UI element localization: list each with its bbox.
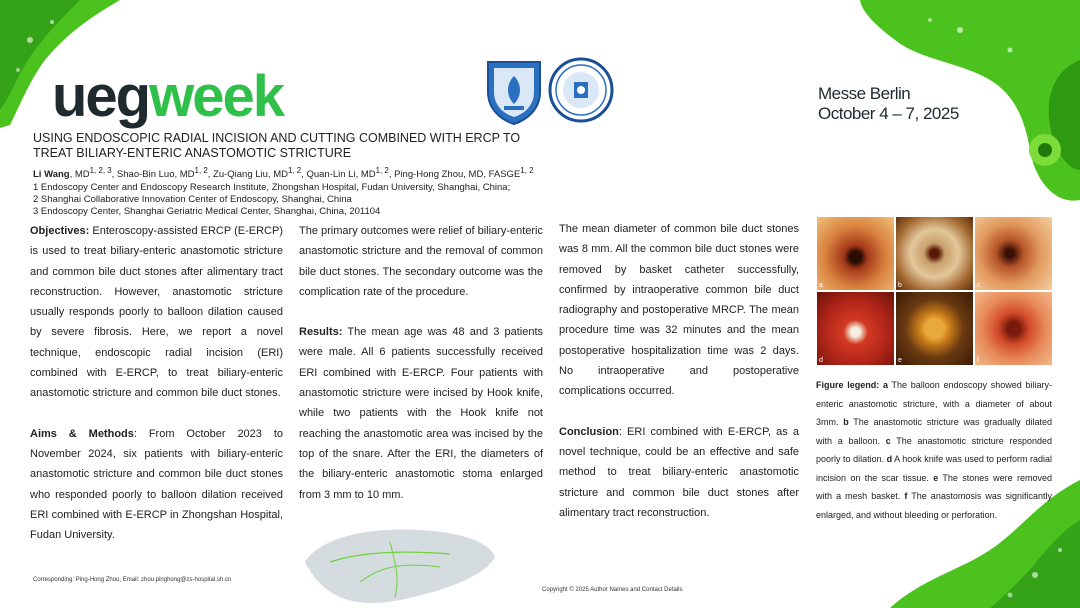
legend-text: The anastomotic stricture responded poorly to dilation. bbox=[816, 435, 1052, 464]
figure-panel-label: d bbox=[819, 357, 823, 364]
author-affil: 1, 2 bbox=[375, 166, 389, 175]
legend-text: The anastomosis was significantly enlarged, and without bleeding or perforation. bbox=[816, 491, 1052, 520]
figure-panel-label: a bbox=[819, 282, 823, 289]
copyright-notice: Copyright © 2025 Author Names and Contact Details bbox=[542, 587, 683, 593]
objectives-text: Enteroscopy-assisted ERCP (E-ERCP) is used to treat biliary-enteric anastomotic stricture and common bile duct stones after alimentary tract reconstruction. However, anastomotic stricture usually responds poorly to balloon dilation caused by severe fibrosis. Here, we report a novel technique, endoscopic radial incision (ERI) combined with E-ERCP, to treat biliary-enteric anastomotic stricture and common bile duct stones. bbox=[30, 225, 283, 400]
author-affil: 1, 2, 3 bbox=[89, 166, 112, 175]
legend-key: d bbox=[884, 454, 893, 464]
aims-methods-paragraph bbox=[30, 424, 283, 546]
corresponding-author: Corresponding: Ping-Hong Zhou, Email: zhou.pinghong@zs-hospital.sh.cn bbox=[33, 577, 232, 583]
authors-block bbox=[33, 165, 593, 219]
legend-text: The stones were removed with a mesh basket. bbox=[816, 472, 1052, 501]
author-list bbox=[33, 165, 593, 182]
author-affil: 1, 2 bbox=[287, 166, 302, 175]
figure-panel-c bbox=[975, 217, 1052, 290]
objectives-heading: Objectives: bbox=[30, 225, 90, 237]
event-city: Messe Berlin bbox=[818, 84, 911, 103]
endoscopy-center-emblem bbox=[548, 56, 614, 124]
results-continued-paragraph: The mean diameter of common bile duct stones was 8 mm. All the common bile duct stones were removed by basket catheter successfully, confirmed by intraoperative common bile duct radiography and postoperative MRCP. The mean procedure time was 32 minutes and the mean postoperative hospitalization time was 2 days. No intraoperative and postoperative complications occurred. bbox=[559, 223, 799, 398]
figure-panel-label: c bbox=[977, 282, 981, 289]
zhongshan-hospital-emblem bbox=[482, 56, 546, 126]
logo-ueg: ueg bbox=[52, 64, 150, 129]
title-line-1: USING ENDOSCOPIC RADIAL INCISION AND CUTTING COMBINED WITH ERCP TO bbox=[33, 131, 521, 145]
logo-week: week bbox=[149, 64, 284, 129]
poster-title bbox=[33, 131, 593, 161]
legend-key: a bbox=[879, 380, 888, 390]
results-text: The mean age was 48 and 3 patients were male. All 6 patients successfully received ERI combined with E-ERCP. Four patients with anastomotic stricture were incised by Hook knife, while two patients with the Hook knife not reaching the anastomotic area was incised by the top of the snare. After the ERI, the diameters of the biliary-enteric anastomotic stoma enlarged from 3 mm to 10 mm. bbox=[299, 326, 543, 501]
liver-illustration bbox=[300, 522, 500, 608]
figure-panel-e bbox=[896, 292, 973, 365]
title-line-2: TREAT BILIARY-ENTERIC ANASTOMOTIC STRICTURE bbox=[33, 146, 352, 160]
figure-panel-label: b bbox=[898, 282, 902, 289]
legend-text: The anastomotic stricture was gradually dilated with a balloon. bbox=[816, 417, 1053, 446]
author-name: , Quan-Lin Li, MD bbox=[301, 169, 376, 181]
event-info bbox=[818, 84, 959, 124]
outcomes-paragraph: The primary outcomes were relief of biliary-enteric anastomotic stricture and the removal of common bile duct stones. The secondary outcome was the complication rate of the procedure. bbox=[299, 225, 543, 298]
results-paragraph bbox=[299, 322, 543, 505]
figure-panel-d bbox=[817, 292, 894, 365]
figure-legend bbox=[816, 376, 1052, 524]
author-degree: , MD bbox=[69, 169, 90, 181]
aims-methods-text: : From October 2023 to November 2024, six patients with biliary-enteric anastomotic stricture and common bile duct stones who responded poorly to balloon dilation received ERI combined with E-ERCP in Zhongshan Hospital, Fudan University. bbox=[30, 427, 283, 542]
legend-key: e bbox=[928, 472, 939, 483]
affiliation-1: 1 Endoscopy Center and Endoscopy Research Institute, Zhongshan Hospital, Fudan University, Shanghai, China; bbox=[33, 181, 511, 193]
aims-methods-heading: Aims & Methods bbox=[30, 427, 134, 440]
figure-panel-f bbox=[975, 292, 1052, 365]
column-outcomes-results bbox=[299, 221, 543, 505]
event-dates: October 4 – 7, 2025 bbox=[818, 104, 959, 123]
legend-key: f bbox=[900, 491, 908, 501]
legend-text: The balloon endoscopy showed biliary-enteric anastomotic stricture, with a diameter of about 3mm. bbox=[816, 380, 1052, 427]
figure-panel-label: e bbox=[898, 357, 902, 364]
legend-text: A hook knife was used to perform radial incision on the scar tissue. bbox=[816, 454, 1052, 483]
legend-key: b bbox=[838, 417, 849, 427]
author-name: , Ping-Hong Zhou, MD, FASGE bbox=[388, 169, 521, 181]
endoscopy-figure-grid bbox=[817, 217, 1052, 365]
affiliation-2: 2 Shanghai Collaborative Innovation Center of Endoscopy, Shanghai, China bbox=[33, 193, 352, 205]
figure-panel-a bbox=[817, 217, 894, 290]
author-affil: 1, 2 bbox=[520, 166, 534, 175]
objectives-paragraph bbox=[30, 221, 283, 404]
figure-panel-b bbox=[896, 217, 973, 290]
affiliation-3: 3 Endoscopy Center, Shanghai Geriatric Medical Center, Shanghai, China, 201104 bbox=[33, 206, 381, 218]
column-objectives-methods bbox=[30, 221, 283, 545]
author-name: , Shao-Bin Luo, MD bbox=[111, 169, 195, 181]
results-heading: Results: bbox=[299, 326, 343, 339]
conclusion-text: : ERI combined with E-ERCP, as a novel technique, could be an effective and safe method to treat biliary-enteric anastomotic stricture and common bile duct stones after alimentary tract reconstruction. bbox=[559, 425, 799, 519]
figure-legend-heading: Figure legend: bbox=[816, 380, 880, 390]
column-results-conclusion bbox=[559, 219, 799, 523]
conclusion-paragraph bbox=[559, 422, 799, 523]
ueg-week-logo bbox=[52, 64, 284, 129]
figure-panel-label: f bbox=[977, 357, 979, 364]
author-name: Li Wang bbox=[33, 169, 70, 181]
author-affil: 1, 2 bbox=[194, 166, 208, 175]
author-name: , Zu-Qiang Liu, MD bbox=[207, 169, 288, 181]
legend-key: c bbox=[879, 435, 891, 446]
conclusion-heading: Conclusion bbox=[559, 425, 619, 438]
